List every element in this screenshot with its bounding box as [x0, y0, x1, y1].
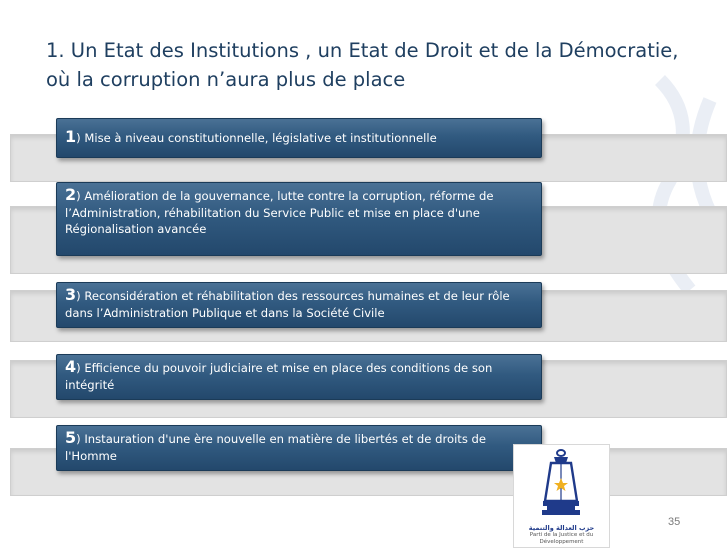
slide-title	[46, 36, 706, 94]
item-number: 1	[65, 127, 77, 146]
item-number: 5	[65, 428, 77, 447]
logo-caption-french: Parti de la Justice et du Développement	[529, 532, 594, 545]
logo-caption-arabic: حزب العدالة والتنمية	[528, 524, 595, 532]
item-text: ) Mise à niveau constitutionnelle, législative et institutionnelle	[76, 131, 437, 145]
list-item-2	[56, 182, 542, 256]
party-logo	[513, 444, 610, 548]
item-text: ) Instauration d'une ère nouvelle en matière de libertés et de droits de l'Homme	[65, 432, 487, 463]
item-number: 4	[65, 357, 77, 376]
item-number: 3	[65, 285, 77, 304]
title-line-1: 1. Un Etat des Institutions , un Etat de Droit et de la Démocratie,	[46, 39, 679, 62]
lantern-logo-icon	[514, 445, 609, 525]
list-item-4	[56, 354, 542, 400]
page-number: 35	[668, 516, 681, 528]
list-item-3	[56, 282, 542, 328]
item-number: 2	[65, 185, 77, 204]
title-line-2: où la corruption n’aura plus de place	[46, 68, 406, 91]
list-item-1	[56, 118, 542, 158]
item-text: ) Reconsidération et réhabilitation des ressources humaines et de leur rôle dans l’Administration Publique et dans la Société Civile	[65, 289, 510, 320]
list-item-5	[56, 425, 542, 471]
logo-caption	[518, 525, 605, 546]
item-text: ) Efficience du pouvoir judiciaire et mise en place des conditions de son intégrité	[65, 361, 493, 392]
item-text: ) Amélioration de la gouvernance, lutte contre la corruption, réforme de l’Administration, réhabilitation du Service Public et mise en place d'une Régionalisation avancée	[65, 189, 494, 236]
